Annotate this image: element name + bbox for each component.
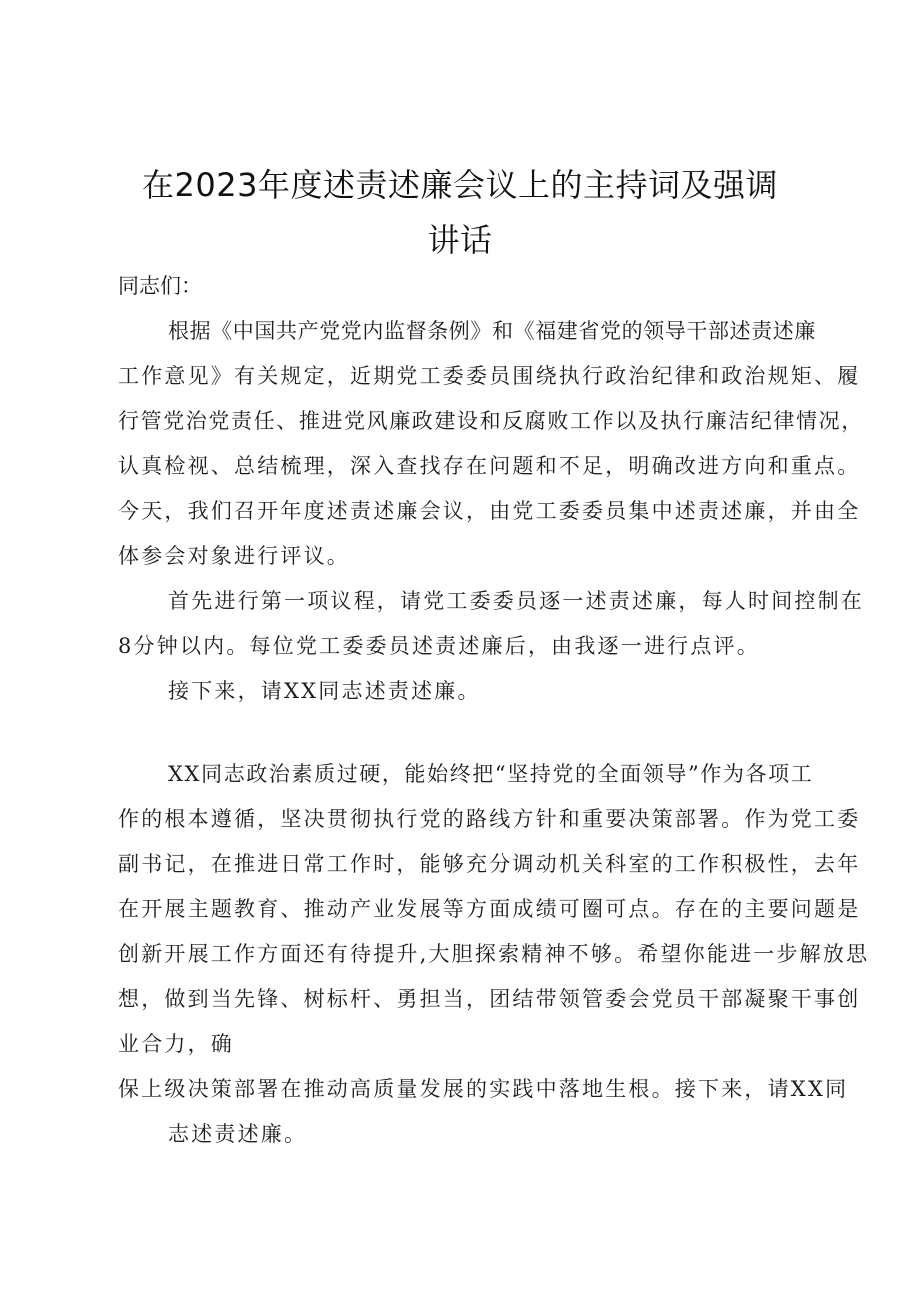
paragraph-4-line: 作的根本遵循，坚决贯彻执行党的路线方针和重要决策部署。作为党工委 — [118, 807, 861, 831]
paragraph-1-line: 今天，我们召开年度述责述廉会议，由党工委委员集中述责述廉，并由全 — [118, 499, 861, 523]
paragraph-4-line: 想，做到当先锋、树标杆、勇担当，团结带领管委会党员干部凝聚干事创 — [118, 987, 861, 1011]
paragraph-4-line: XX同志政治素质过硬，能始终把“坚持党的全面领导”作为各项工 — [168, 762, 814, 786]
paragraph-4-line: 创新开展工作方面还有待提升,大胆探索精神不够。希望你能进一步解放思 — [118, 942, 870, 966]
document-title-line-1: 在2023年度述责述廉会议上的主持词及强调 — [142, 166, 778, 204]
paragraph-4-line: 业合力，确 — [118, 1032, 234, 1056]
paragraph-4-line: 保上级决策部署在推动高质量发展的实践中落地生根。接下来，请XX同 — [118, 1077, 849, 1101]
paragraph-1-line: 根据《中国共产党党内监督条例》和《福建省党的领导干部述责述廉 — [168, 319, 816, 343]
paragraph-2-line: 首先进行第一项议程，请党工委委员逐一述责述廉，每人时间控制在 — [168, 589, 864, 613]
paragraph-4-line: 志述责述廉。 — [168, 1122, 308, 1146]
paragraph-2-line: 8分钟以内。每位党工委委员述责述廉后，由我逐一进行点评。 — [118, 634, 760, 658]
paragraph-1-line: 行管党治党责任、推进党风廉政建设和反腐败工作以及执行廉洁纪律情况， — [118, 409, 864, 433]
paragraph-4-line: 副书记，在推进日常工作时，能够充分调动机关科室的工作积极性，去年 — [118, 852, 861, 876]
paragraph-1-line: 工作意见》有关规定，近期党工委委员围绕执行政治纪律和政治规矩、履 — [118, 364, 861, 388]
paragraph-1-line: 认真检视、总结梳理，深入查找存在问题和不足，明确改进方向和重点。 — [118, 454, 861, 478]
paragraph-1-line: 体参会对象进行评议。 — [118, 544, 350, 568]
salutation: 同志们： — [118, 274, 202, 298]
paragraph-4-line: 在开展主题教育、推动产业发展等方面成绩可圈可点。存在的主要问题是 — [118, 897, 861, 921]
paragraph-3-line: 接下来，请XX同志述责述廉。 — [168, 679, 481, 703]
document-title-line-2: 讲话 — [427, 221, 493, 259]
